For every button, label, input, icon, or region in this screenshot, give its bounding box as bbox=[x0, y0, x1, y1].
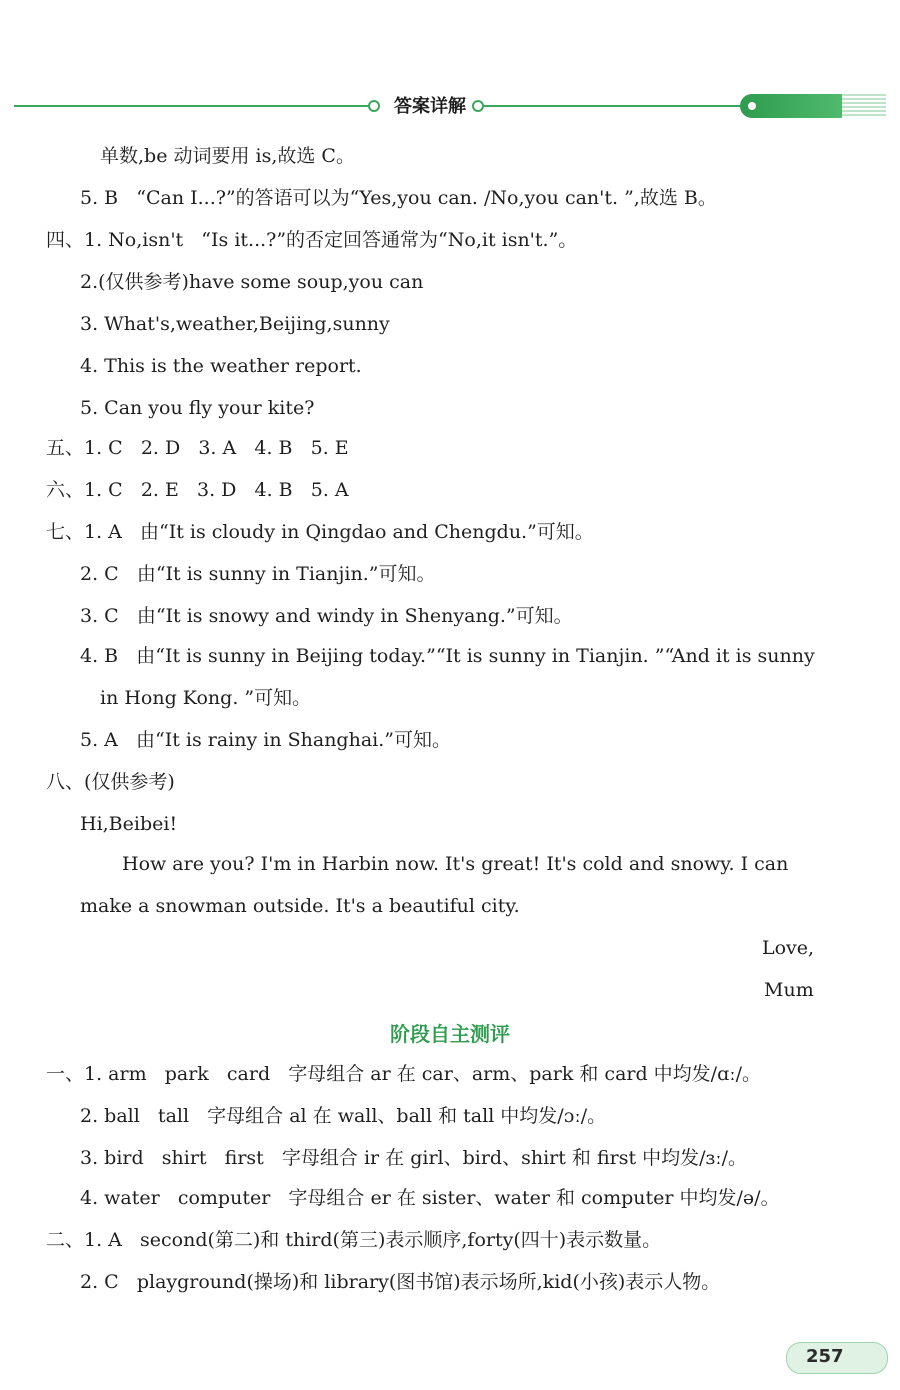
answer-line: 3. C 由“It is snowy and windy in Shenyang.”可知。 bbox=[80, 605, 573, 627]
answer-line: 单数,be 动词要用 is,故选 C。 bbox=[100, 145, 355, 167]
header-tab bbox=[740, 94, 844, 118]
answer-line: in Hong Kong. ”可知。 bbox=[100, 687, 312, 709]
answer-line: 六、1. C 2. E 3. D 4. B 5. A bbox=[46, 479, 349, 501]
header-title: 答案详解 bbox=[394, 96, 466, 117]
answer-line: 2. C 由“It is sunny in Tianjin.”可知。 bbox=[80, 563, 436, 585]
answer-line: 一、1. arm park card 字母组合 ar 在 car、arm、park 和 card 中均发/ɑː/。 bbox=[46, 1063, 762, 1085]
letter-greeting: Hi,Beibei! bbox=[80, 813, 178, 835]
answer-line: 七、1. A 由“It is cloudy in Qingdao and Chengdu.”可知。 bbox=[46, 521, 594, 543]
letter-body: make a snowman outside. It's a beautiful city. bbox=[80, 895, 520, 917]
answer-line: 4. B 由“It is sunny in Beijing today.”“It is sunny in Tianjin. ”“And it is sunny bbox=[80, 645, 815, 667]
header-rule-right bbox=[484, 105, 746, 107]
header-stripes bbox=[842, 94, 886, 118]
header-dot-right bbox=[472, 100, 484, 112]
header-dot-left bbox=[368, 100, 380, 112]
section-title: 阶段自主测评 bbox=[390, 1022, 510, 1046]
answer-line: 3. What's,weather,Beijing,sunny bbox=[80, 313, 390, 335]
answer-line: 4. water computer 字母组合 er 在 sister、water 和 computer 中均发/ə/。 bbox=[80, 1187, 780, 1209]
answer-line: 八、(仅供参考) bbox=[46, 771, 175, 793]
header-rule-left bbox=[14, 105, 372, 107]
answer-line: 2. ball tall 字母组合 al 在 wall、ball 和 tall 中均发/ɔː/。 bbox=[80, 1105, 607, 1127]
answer-line: 2.(仅供参考)have some soup,you can bbox=[80, 271, 424, 293]
page-header bbox=[0, 88, 900, 128]
answer-line: 五、1. C 2. D 3. A 4. B 5. E bbox=[46, 437, 349, 459]
answer-line: 2. C playground(操场)和 library(图书馆)表示场所,kid(小孩)表示人物。 bbox=[80, 1271, 721, 1293]
letter-closing: Love, bbox=[762, 937, 815, 959]
page-number: 257 bbox=[806, 1346, 844, 1367]
answer-line: 四、1. No,isn't “Is it...?”的否定回答通常为“No,it isn't.”。 bbox=[46, 229, 578, 251]
answer-line: 4. This is the weather report. bbox=[80, 355, 362, 377]
letter-signature: Mum bbox=[764, 979, 814, 1001]
answer-line: 5. B “Can I...?”的答语可以为“Yes,you can. /No,you can't. ”,故选 B。 bbox=[80, 187, 717, 209]
answer-line: 5. Can you fly your kite? bbox=[80, 397, 315, 419]
answer-line: 二、1. A second(第二)和 third(第三)表示顺序,forty(四十)表示数量。 bbox=[46, 1229, 662, 1251]
answer-line: 3. bird shirt first 字母组合 ir 在 girl、bird、shirt 和 first 中均发/ɜː/。 bbox=[80, 1147, 748, 1169]
header-tab-dot bbox=[748, 102, 756, 110]
letter-body: How are you? I'm in Harbin now. It's great! It's cold and snowy. I can bbox=[122, 853, 789, 875]
answer-line: 5. A 由“It is rainy in Shanghai.”可知。 bbox=[80, 729, 451, 751]
